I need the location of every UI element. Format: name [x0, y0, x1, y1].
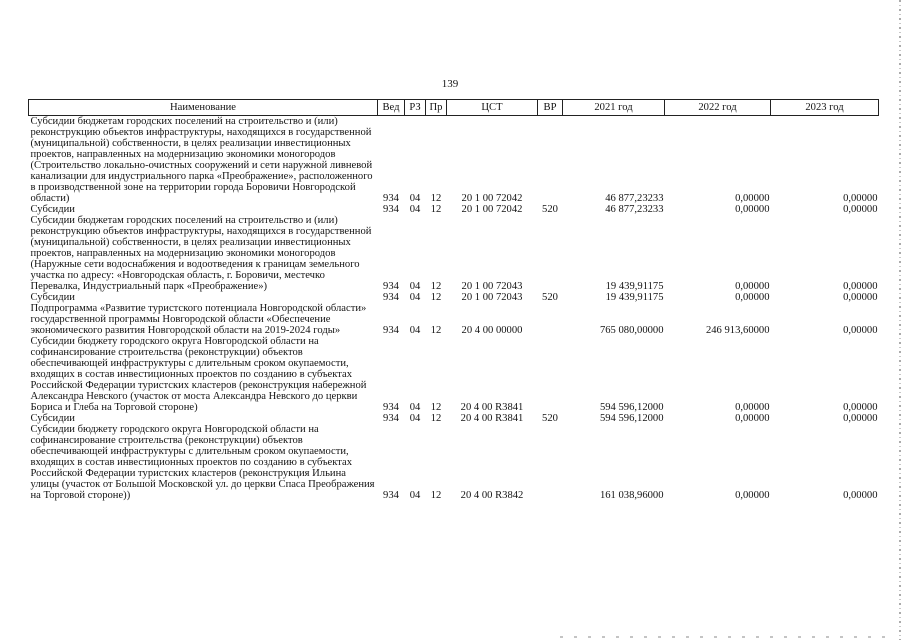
- cell-cst: 20 1 00 72043: [461, 281, 523, 292]
- cell-ved: 934: [383, 402, 399, 413]
- table-body: [29, 116, 879, 502]
- cell-rz: 04: [409, 281, 421, 292]
- cell-name: Субсидии бюджету городского округа Новгородской области на софинансирование строительства (реконструкции) объектов обеспечивающей инфраструктуры с длительным сроком окупаемости, входящих в состав инвестиционных проектов по созданию в субъектах Российской Федерации туристских кластеров (реконструкция набережной Александра Невского (участок от моста Александра Невского до церкви Бориса и Глеба на Торговой стороне): [30, 336, 367, 413]
- cell-pr: 12: [430, 402, 442, 413]
- cell-vr: [538, 424, 563, 501]
- table-row: [29, 303, 879, 336]
- cell-2022: 0,00000: [735, 281, 770, 292]
- cell-vr: [538, 303, 563, 336]
- cell-rz: 04: [409, 402, 421, 413]
- cell-2021: 594 596,12000: [599, 413, 664, 424]
- cell-2023: 0,00000: [843, 402, 878, 413]
- cell-2022: 0,00000: [735, 204, 770, 215]
- cell-2021: 765 080,00000: [599, 325, 664, 336]
- cell-vr: 520: [542, 413, 558, 424]
- cell-pr: 12: [430, 325, 442, 336]
- cell-cst: 20 4 00 00000: [461, 325, 523, 336]
- table-row: [29, 413, 879, 424]
- page-number: 139: [441, 78, 459, 90]
- cell-cst: 20 1 00 72043: [461, 292, 523, 303]
- cell-name: Субсидии бюджетам городских поселений на строительство и (или) реконструкцию объектов инфраструктуры, находящихся в государственной (муниципальной) собственности, в целях реализации инвестиционных проектов, направленных на модернизацию экономики моногородов (Наружные сети водоснабжения и водоотведения к границам земельного участка по адресу: «Новгородская область, г. Боровичи, местечко Перевалка, Индустриальный парк «Преображение»): [30, 215, 372, 292]
- budget-table: [28, 99, 879, 501]
- cell-name: Субсидии: [30, 292, 75, 303]
- scan-edge-artifact: [899, 0, 901, 640]
- cell-cst: 20 1 00 72042: [461, 204, 523, 215]
- table-row: [29, 424, 879, 501]
- table-row: [29, 336, 879, 413]
- cell-2022: 0,00000: [735, 193, 770, 204]
- cell-cst: 20 4 00 R3841: [460, 413, 524, 424]
- cell-2022: 0,00000: [735, 402, 770, 413]
- cell-rz: 04: [409, 325, 421, 336]
- cell-2023: 0,00000: [843, 204, 878, 215]
- table-row: [29, 215, 879, 292]
- cell-2023: 0,00000: [843, 325, 878, 336]
- col-header-name: Наименование: [29, 100, 378, 116]
- cell-2021: 46 877,23233: [605, 193, 664, 204]
- cell-rz: 04: [409, 413, 421, 424]
- cell-vr: [538, 336, 563, 413]
- cell-rz: 04: [409, 193, 421, 204]
- col-header-2023: 2023 год: [771, 100, 879, 116]
- cell-ved: 934: [383, 292, 399, 303]
- cell-ved: 934: [383, 204, 399, 215]
- cell-vr: 520: [542, 204, 558, 215]
- cell-ved: 934: [383, 325, 399, 336]
- cell-rz: 04: [409, 204, 421, 215]
- cell-ved: 934: [383, 490, 399, 501]
- table-row: [29, 292, 879, 303]
- cell-2023: 0,00000: [843, 281, 878, 292]
- cell-2022: 246 913,60000: [705, 325, 770, 336]
- cell-2021: 594 596,12000: [599, 402, 664, 413]
- col-header-cst: ЦСТ: [447, 100, 538, 116]
- cell-name: Субсидии бюджету городского округа Новгородской области на софинансирование строительства (реконструкции) объектов обеспечивающей инфраструктуры с длительным сроком окупаемости, входящих в состав инвестиционных проектов по созданию в субъектах Российской Федерации туристских кластеров (реконструкция Ильина улицы (участок от Большой Московской ул. до церкви Спаса Преображения на Торговой стороне)): [30, 424, 375, 501]
- table-row: [29, 204, 879, 215]
- cell-2023: 0,00000: [843, 292, 878, 303]
- cell-ved: 934: [383, 193, 399, 204]
- cell-2021: 19 439,91175: [605, 281, 664, 292]
- table-row: [29, 116, 879, 205]
- cell-name: Подпрограмма «Развитие туристского потенциала Новгородской области» государственной программы Новгородской области «Обеспечение экономического развития Новгородской области на 2019-2024 годы»: [30, 303, 367, 336]
- cell-2022: 0,00000: [735, 413, 770, 424]
- cell-2021: 19 439,91175: [605, 292, 664, 303]
- cell-2022: 0,00000: [735, 292, 770, 303]
- col-header-vr: ВР: [538, 100, 563, 116]
- col-header-2021: 2021 год: [563, 100, 665, 116]
- cell-rz: 04: [409, 490, 421, 501]
- cell-2021: 161 038,96000: [599, 490, 664, 501]
- cell-vr: [538, 116, 563, 205]
- cell-rz: 04: [409, 292, 421, 303]
- cell-name: Субсидии: [30, 204, 75, 215]
- cell-vr: 520: [542, 292, 558, 303]
- cell-name: Субсидии бюджетам городских поселений на строительство и (или) реконструкцию объектов инфраструктуры, находящихся в государственной (муниципальной) собственности, в целях реализации инвестиционных проектов, направленных на модернизацию экономики моногородов (Строительство локально-очистных сооружений и сети наружной ливневой канализации для индустриального парка «Преображение», расположенного в производственной зоне на территории города Боровичи Новгородской области): [30, 116, 373, 204]
- col-header-2022: 2022 год: [665, 100, 771, 116]
- cell-pr: 12: [430, 204, 442, 215]
- cell-ved: 934: [383, 281, 399, 292]
- col-header-ved: Вед: [378, 100, 405, 116]
- cell-2021: 46 877,23233: [605, 204, 664, 215]
- header-row: [29, 100, 879, 116]
- cell-pr: 12: [430, 193, 442, 204]
- cell-pr: 12: [430, 413, 442, 424]
- col-header-rz: РЗ: [405, 100, 426, 116]
- cell-cst: 20 4 00 R3841: [460, 402, 524, 413]
- scan-noise-artifact: [560, 636, 890, 638]
- cell-pr: 12: [430, 281, 442, 292]
- cell-2023: 0,00000: [843, 193, 878, 204]
- cell-name: Субсидии: [30, 413, 75, 424]
- cell-cst: 20 1 00 72042: [461, 193, 523, 204]
- cell-2022: 0,00000: [735, 490, 770, 501]
- cell-2023: 0,00000: [843, 413, 878, 424]
- cell-pr: 12: [430, 490, 442, 501]
- col-header-pr: Пр: [426, 100, 447, 116]
- cell-cst: 20 4 00 R3842: [460, 490, 524, 501]
- cell-vr: [538, 215, 563, 292]
- cell-pr: 12: [430, 292, 442, 303]
- cell-ved: 934: [383, 413, 399, 424]
- cell-2023: 0,00000: [843, 490, 878, 501]
